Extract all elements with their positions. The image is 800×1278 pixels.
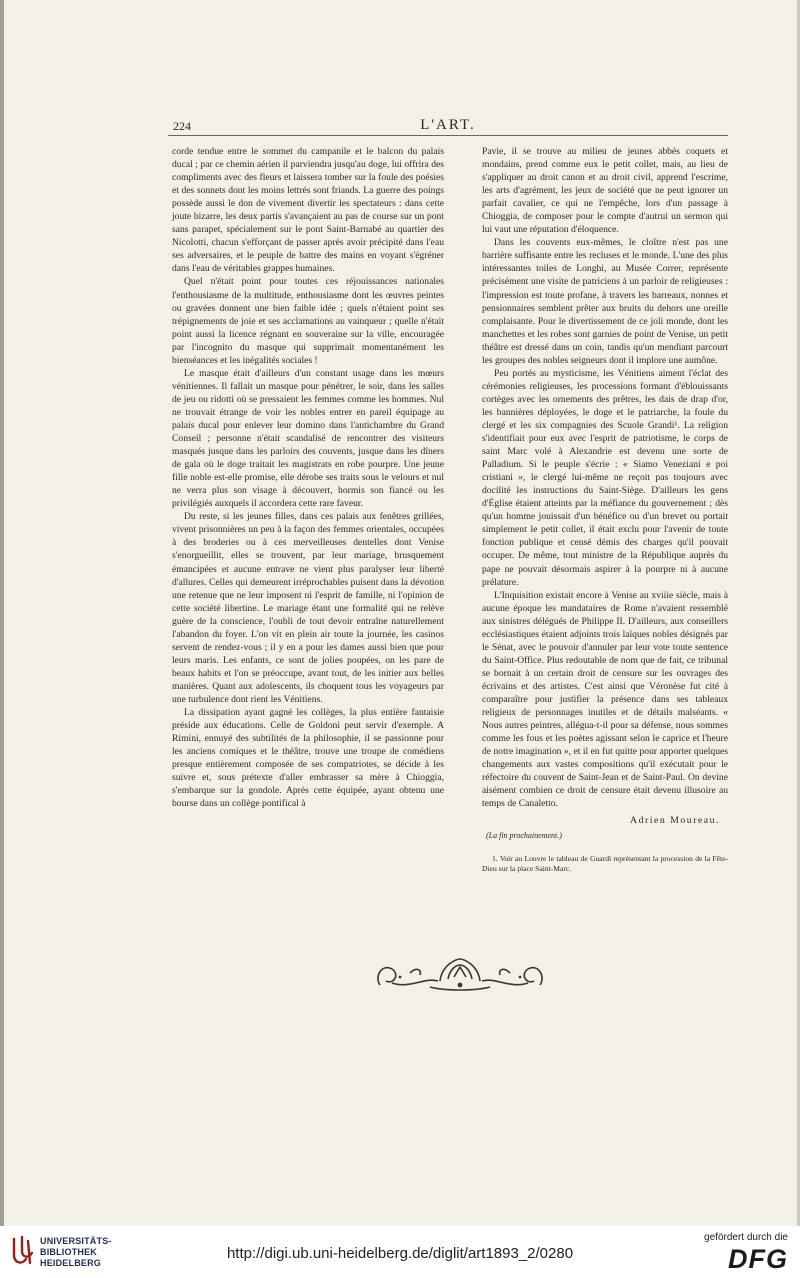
paragraph: La dissipation ayant gagné les collèges, la plus entière fantaisie préside aux éducations. Celle de Goldoni peut servir d'exemple. A Rimini, ennuyé des subtilités de la philosophie, il se passionne pour les anciens comiques et le théâtre, trouve une troupe de comédiens presque entièrement composée de ses compatriotes, se décide à les suivre et, sous prétexte d'aller embrasser sa mère à Chioggia, s'embarque sur la gondole. Après cette équipée, ayant obtenu une bourse dans un collège pontifical à: [172, 707, 444, 810]
paragraph: Peu portés au mysticisme, les Vénitiens aiment l'éclat des cérémonies religieuses, les processions formant d'éblouissants cortèges avec les ornements des prêtres, les dais de drap d'or, les bannières déployées, le doge et le patriarche, la foule du clergé et les six compagnies des Scuole Grandi¹. La religion s'identifiait pour eux avec l'esprit de patriotisme, le corps de saint Marc volé à Alexandrie est devenu une sorte de Palladium. Si le peuple s'écrie : « Siamo Veneziani e poi cristiani », le clergé lui-même ne reçoit pas toujours avec docilité les instructions du Saint-Siège. D'ailleurs les gens d'Église étaient atteints par la méfiance du gouvernement ; dès qu'un homme jouissait d'un bénéfice ou d'un brevet ou portait simplement le petit collet, il était exclu pour l'avenir de toute fonction publique et censé démis des charges qu'il pouvait occuper. De même, tout ministre de la République auprès du pape ne pouvait désormais aspirer à la pourpre ni à aucune prélature.: [482, 367, 728, 588]
dfg-logo: DFG: [728, 1244, 788, 1274]
funded-by-label: gefördert durch die: [704, 1232, 788, 1243]
left-column: [172, 145, 444, 810]
paragraph: Le masque était d'ailleurs d'un constant usage dans les mœurs vénitiennes. Il fallait un masque pour pénétrer, le soir, dans les salles de jeu ou ridotti où se pressaient les femmes comme les hommes. Nul ne trouvait étrange de voir les nobles entrer en pareil équipage au palais ducal pour enlever leur domino dans l'antichambre du Grand Conseil ; personne n'était scandalisé de rencontrer des visiteurs masqués jusque dans les parloirs des couvents, jusque dans les dîners de gala où le doge traitait les magistrats en robe pourpre. Une jeune fille noble est-elle promise, elle dérobe ses traits sous le velours et nul ne verra plus son visage à découvert, hormis son fiancé ou les privilégiés auxquels il accordera cette rare faveur.: [172, 367, 444, 510]
paragraph: Pavie, il se trouve au milieu de jeunes abbés coquets et mondains, prend comme eux le petit collet, mais, au lieu de s'appliquer au droit canon et au droit civil, apprend l'escrime, les arts d'agrément, les jeux de société que ne peut ignorer un parfait cavalier, ce qui ne l'empêche, lors d'un passage à Chioggia, de composer pour le compte d'autrui un sermon qui lui vaut une réputation d'éloquence.: [482, 146, 728, 236]
permalink-url[interactable]: http://digi.ub.uni-heidelberg.de/diglit/art1893_2/0280: [226, 1245, 574, 1262]
library-name-line: HEIDELBERG: [40, 1258, 102, 1268]
page-number: 224: [173, 119, 191, 133]
to-be-continued-note: (La fin prochainement.): [486, 831, 562, 841]
ornament-vignette-icon: [370, 955, 550, 995]
page-left-edge: [0, 0, 4, 1226]
footnote: 1. Voir au Louvre le tableau de Guardi représentant la procession de la Fête-Dieu sur la place Saint-Marc.: [482, 854, 728, 874]
author-signature: Adrien Moureau.: [630, 815, 720, 827]
paragraph: Dans les couvents eux-mêmes, le cloître n'est pas une barrière suffisante entre les recluses et le monde. L'une des plus intéressantes toiles de Longhi, au Musée Correr, représente précisément une visite de patriciens à un parloir de religieuses : l'impression est toute profane, à travers les barreaux, nonnes et pensionnaires semblent prêter aux bruits du dehors une oreille complaisante. Pour le divertissement de ce joli monde, dont les manchettes et les robes sont garnies de point de Venise, un petit théâtre est dressé dans un coin, tandis qu'un mendiant parcourt les groupes des nobles seigneurs dont il implore une aumône.: [482, 237, 728, 366]
library-name-line: BIBLIOTHEK: [40, 1247, 97, 1257]
right-column: [482, 145, 728, 874]
paragraph: Du reste, si les jeunes filles, dans ces palais aux fenêtres grillées, vivent prisonnières un peu à la façon des femmes orientales, occupées à des broderies ou à ces merveilleuses dentelles dont Venise s'enorgueillit, elles se trouvent, par leur mariage, brusquement émancipées et aucune entrave ne vient plus paralyser leur liberté d'allures. Celles qui demeurent irréprochables puisent dans la dévotion une retenue que ne leur imposent ni l'esprit de famille, ni l'opinion de cette société libertine. Le mariage étant une formalité qui ne relève guère de la conscience, l'oubli de tout devoir entraîne naturellement l'abandon du foyer. L'on vit en plein air toute la journée, les casinos servent de rendez-vous ; il y en a pour les dames aussi bien que pour leurs maris. Les enfants, ce sont de jolies poupées, on les pare de beaux habits et l'on se préoccupe, avant tout, de les initier aux belles manières. Quant aux adolescents, ils choquent tous les voyageurs par une turbulence dont rient les Vénitiens.: [172, 511, 444, 705]
library-name-line: UNIVERSITÄTS-: [40, 1236, 112, 1246]
paragraph: corde tendue entre le sommet du campanile et le balcon du palais ducal ; par ce chemin aérien il parviendra jusqu'au doge, lui offrira des compliments avec des fleurs et laissera tomber sur la foule des poésies et des sonnets dont les moins lettrés sont friands. La guerre des poings possède aussi le don de vivement divertir les spectateurs : dans cette joute bizarre, les deux partis s'avançaient au pas de course sur un pont sans parapet, spécialement sur le pont Saint-Barnabé au quartier des Nicolotti, chacun s'efforçant de passer après avoir précipité dans l'eau ses adversaires, et le peuple de battre des mains en voyant s'égréner dans l'eau de véritables grappes humaines.: [172, 146, 444, 275]
paragraph: Quel n'était point pour toutes ces réjouissances nationales l'enthousiasme de la multitude, enthousiasme dont les œuvres peintes ou gravées donnent une bien faible idée ; quels n'étaient point ses trépignements de joie et ses acclamations au vainqueur ; quelle n'était point aussi la licence régnant en souveraine sur la ville, encouragée par l'incognito du masque qui supprimait momentanément les bienséances et les inégalités sociales !: [172, 276, 444, 366]
paragraph: L'Inquisition existait encore à Venise au xviiie siècle, mais à aucune époque les mandataires de Rome n'avaient ressemblé aux sinistres délégués de Philippe II. D'ailleurs, aux conseillers ecclésiastiques étaient adjoints trois laïques nobles désignés par le Sénat, avec le pouvoir d'annuler par leur vote toute sentence du Saint-Office. Plus redoutable de nom que de fait, ce tribunal se bornait à un certain droit de censure sur les ouvrages des écrivains et des artistes. C'est ainsi que Véronèse fut cité à comparaître pour justifier la présence dans ses tableaux religieux de personnages inutiles et de détails malséants. « Nous autres peintres, allégua-t-il pour sa défense, nous sommes comme les fous et les poètes agissant selon le caprice et l'heure de notre imagination », et il en fut quitte pour apporter quelques changements aux vastes compositions qu'il exécutait pour le réfectoire du couvent de Saint-Jean et de Saint-Paul. On devine aisément combien ce droit de censure était devenu illusoire au temps de Canaletto.: [482, 589, 728, 810]
running-title: L'ART.: [420, 117, 476, 133]
page-header: [168, 119, 728, 136]
